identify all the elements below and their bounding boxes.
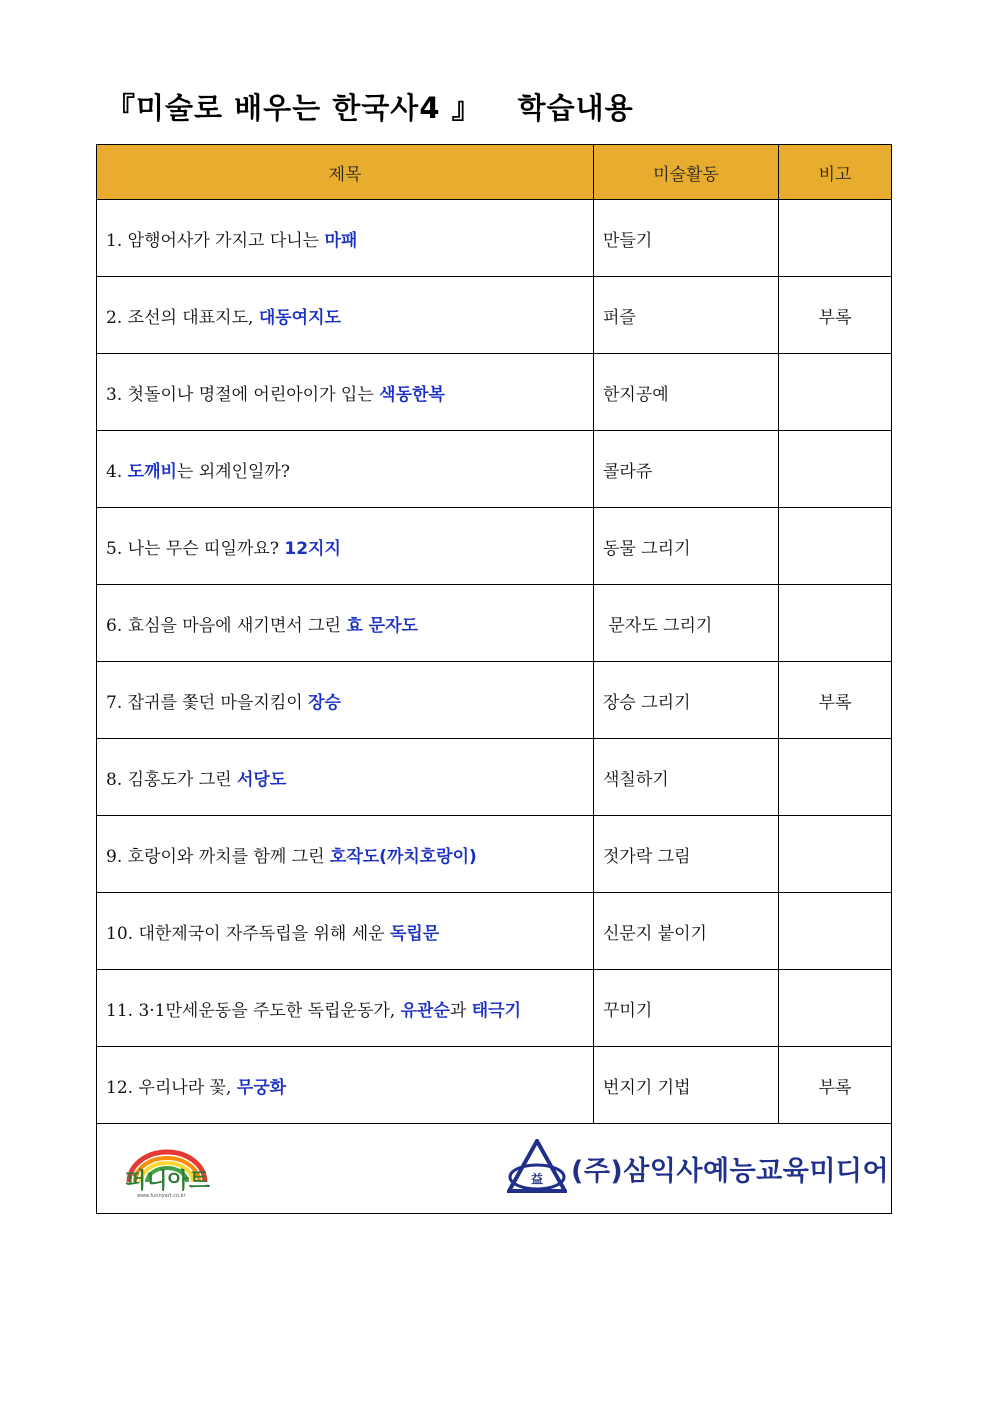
lesson-number: 9. <box>106 846 123 867</box>
table-row <box>97 739 892 816</box>
lesson-title-cell <box>97 277 594 354</box>
activity-cell: 콜라쥬 <box>594 431 779 508</box>
footer-row <box>97 1124 892 1214</box>
funnyart-logo-url: www.funnyart.co.kr <box>137 1193 186 1198</box>
note-cell: 부록 <box>779 277 892 354</box>
note-cell <box>779 585 892 662</box>
lesson-number: 8. <box>106 769 123 790</box>
lesson-text-after: 과 <box>449 1000 467 1021</box>
activity-cell: 동물 그리기 <box>594 508 779 585</box>
lesson-highlight: 서당도 <box>236 769 287 790</box>
lesson-text: 호랑이와 까치를 함께 그린 <box>127 846 325 867</box>
note-cell <box>779 739 892 816</box>
title-main: 『미술로 배우는 한국사4 』 <box>106 91 482 125</box>
note-cell <box>779 970 892 1047</box>
lesson-number: 11. <box>106 1000 134 1021</box>
table-row <box>97 970 892 1047</box>
lesson-number: 10. <box>106 923 134 944</box>
activity-cell: 장승 그리기 <box>594 662 779 739</box>
company-name: (주)삼익사예능교육미디어 <box>571 1155 890 1187</box>
lesson-title-cell <box>97 1047 594 1124</box>
lesson-title-cell <box>97 893 594 970</box>
lesson-title-cell <box>97 662 594 739</box>
activity-cell: 신문지 붙이기 <box>594 893 779 970</box>
samik-emblem-mark: 益 <box>530 1172 544 1186</box>
lesson-title-cell <box>97 585 594 662</box>
lesson-text: 조선의 대표지도, <box>127 307 254 328</box>
note-cell <box>779 893 892 970</box>
samik-emblem-icon <box>507 1139 567 1197</box>
note-cell <box>779 431 892 508</box>
header-note: 비고 <box>779 145 892 200</box>
lesson-highlight: 마패 <box>324 230 358 251</box>
activity-cell: 만들기 <box>594 200 779 277</box>
header-activity: 미술활동 <box>594 145 779 200</box>
lesson-text: 우리나라 꽃, <box>138 1077 232 1098</box>
footer-cell <box>97 1124 892 1214</box>
lesson-text: 나는 무슨 띠일까요? <box>127 538 279 559</box>
lesson-highlight: 대동여지도 <box>258 307 341 328</box>
table-row <box>97 354 892 431</box>
company-logo <box>507 1139 889 1197</box>
header-title: 제목 <box>97 145 594 200</box>
table-row <box>97 1047 892 1124</box>
activity-cell: 색칠하기 <box>594 739 779 816</box>
lesson-highlight: 장승 <box>308 692 341 713</box>
activity-cell: 퍼즐 <box>594 277 779 354</box>
lesson-highlight: 독립문 <box>389 923 440 944</box>
lesson-highlight: 도깨비 <box>127 461 177 482</box>
activity-cell: 번지기 기법 <box>594 1047 779 1124</box>
lesson-number: 4. <box>106 461 123 482</box>
note-cell <box>779 816 892 893</box>
note-cell <box>779 508 892 585</box>
header-row <box>97 145 892 200</box>
title-suffix: 학습내용 <box>517 91 634 125</box>
table-row <box>97 200 892 277</box>
lesson-title-cell <box>97 816 594 893</box>
lesson-text: 김홍도가 그린 <box>127 769 232 790</box>
table-row <box>97 508 892 585</box>
table-row <box>97 431 892 508</box>
lesson-text: 대한제국이 자주독립을 위해 세운 <box>138 923 385 944</box>
lesson-number: 1. <box>106 230 123 251</box>
lesson-title-cell <box>97 431 594 508</box>
lesson-title-cell <box>97 970 594 1047</box>
funnyart-logo <box>121 1142 251 1198</box>
funnyart-logo-text: 퍼니아트 <box>125 1169 211 1194</box>
lesson-highlight-2: 태극기 <box>471 1000 521 1021</box>
lesson-highlight: 호작도(까치호랑이) <box>329 846 477 867</box>
activity-cell: 젓가락 그림 <box>594 816 779 893</box>
table-row <box>97 585 892 662</box>
lesson-highlight: 12지지 <box>284 538 341 559</box>
lesson-text: 효심을 마음에 새기면서 그린 <box>127 615 341 636</box>
lesson-number: 6. <box>106 615 123 636</box>
lesson-text: 잡귀를 쫓던 마을지킴이 <box>127 692 303 713</box>
note-cell: 부록 <box>779 662 892 739</box>
lessons-table <box>96 144 892 1214</box>
table-row <box>97 816 892 893</box>
lesson-number: 12. <box>106 1077 134 1098</box>
note-cell <box>779 200 892 277</box>
lesson-title-cell <box>97 739 594 816</box>
activity-cell: 꾸미기 <box>594 970 779 1047</box>
lesson-highlight: 효 문자도 <box>346 615 418 636</box>
lesson-number: 7. <box>106 692 123 713</box>
note-cell: 부록 <box>779 1047 892 1124</box>
table-row <box>97 893 892 970</box>
activity-cell: 한지공예 <box>594 354 779 431</box>
lesson-title-cell <box>97 200 594 277</box>
note-cell <box>779 354 892 431</box>
lesson-highlight: 무궁화 <box>236 1077 287 1098</box>
table-row <box>97 277 892 354</box>
lesson-title-cell <box>97 508 594 585</box>
lesson-number: 5. <box>106 538 123 559</box>
lesson-text: 암행어사가 가지고 다니는 <box>127 230 320 251</box>
lesson-highlight: 색동한복 <box>379 384 445 405</box>
activity-cell: 문자도 그리기 <box>594 585 779 662</box>
table-row <box>97 662 892 739</box>
lesson-number: 2. <box>106 307 123 328</box>
lesson-text-after: 는 외계인일까? <box>176 461 290 482</box>
lesson-title-cell <box>97 354 594 431</box>
lesson-number: 3. <box>106 384 123 405</box>
lesson-text: 첫돌이나 명절에 어린아이가 입는 <box>127 384 374 405</box>
lesson-text: 3·1만세운동을 주도한 독립운동가, <box>138 1000 396 1021</box>
lesson-highlight: 유관순 <box>400 1000 450 1021</box>
page-title <box>106 86 634 127</box>
